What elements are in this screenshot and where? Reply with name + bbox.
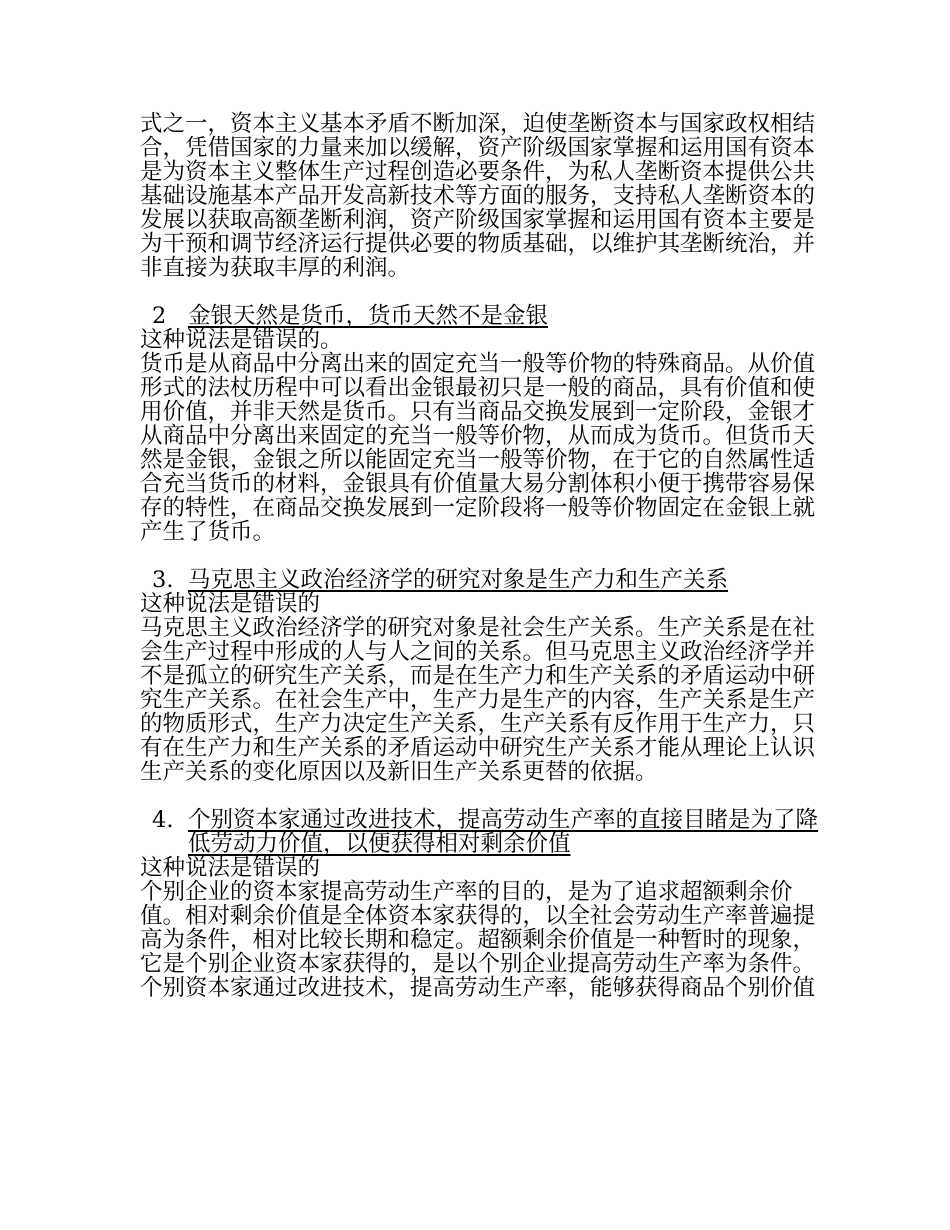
verdict: 这种说法是错误的 (140, 855, 321, 881)
text-line: 从商品中分离出来固定的充当一般等价物，从而成为货币。但货币天 (140, 423, 816, 449)
text-line: 究生产关系。在社会生产中，生产力是生产的内容，生产关系是生产 (140, 687, 816, 713)
text-line: 合充当货币的材料，金银具有价值量大易分割体积小便于携带容易保 (140, 471, 816, 497)
text-line: 形式的法杖历程中可以看出金银最初只是一般的商品，具有价值和使 (140, 375, 816, 401)
text-line: 的物质形式，生产力决定生产关系，生产关系有反作用于生产力，只 (140, 711, 816, 737)
section-2 (140, 304, 860, 544)
text-line: 有在生产力和生产关系的矛盾运动中研究生产关系才能从理论上认识 (140, 735, 816, 761)
text-line: 合，凭借国家的力量来加以缓解，资产阶级国家掌握和运用国有资本 (140, 135, 816, 161)
text-line: 个别资本家通过改进技术，提高劳动生产率，能够获得商品个别价值 (140, 975, 816, 1001)
text-line: 不是孤立的研究生产关系，而是在生产力和生产关系的矛盾运动中研 (140, 663, 816, 689)
document-page (140, 112, 860, 1000)
text-line: 产生了货币。 (140, 519, 276, 545)
section-heading (140, 808, 860, 832)
intro-paragraph (140, 112, 860, 280)
text-line: 基础设施基本产品开发高新技术等方面的服务，支持私人垄断资本的 (140, 183, 816, 209)
text-line: 它是个别企业资本家获得的，是以个别企业提高劳动生产率为条件。 (140, 951, 816, 977)
text-line: 马克思主义政治经济学的研究对象是社会生产关系。生产关系是在社 (140, 615, 816, 641)
verdict: 这种说法是错误的。 (140, 327, 343, 353)
text-line: 是为资本主义整体生产过程创造必要条件，为私人垄断资本提供公共 (140, 159, 816, 185)
text-line: 会生产过程中形成的人与人之间的关系。但马克思主义政治经济学并 (140, 639, 816, 665)
text-line: 然是金银，金银之所以能固定充当一般等价物，在于它的自然属性适 (140, 447, 816, 473)
text-line: 值。相对剩余价值是全体资本家获得的，以全社会劳动生产率普遍提 (140, 903, 816, 929)
text-line: 非直接为获取丰厚的利润。 (140, 255, 411, 281)
section-title: 个别资本家通过改进技术，提高劳动生产率的直接目睹是为了降 (188, 807, 819, 833)
text-line: 发展以获取高额垄断利润，资产阶级国家掌握和运用国有资本主要是 (140, 207, 816, 233)
section-number: 4. (152, 807, 174, 833)
section-title: 金银天然是货币，货币天然不是金银 (188, 303, 549, 329)
text-line: 个别企业的资本家提高劳动生产率的目的，是为了追求超额剩余价 (140, 879, 793, 905)
text-line: 生产关系的变化原因以及新旧生产关系更替的依据。 (140, 759, 658, 785)
section-number: 3. (152, 567, 174, 593)
text-line: 式之一，资本主义基本矛盾不断加深，迫使垄断资本与国家政权相结 (140, 111, 816, 137)
text-line: 为干预和调节经济运行提供必要的物质基础，以维护其垄断统治，并 (140, 231, 816, 257)
section-title: 马克思主义政治经济学的研究对象是生产力和生产关系 (188, 567, 729, 593)
section-heading (140, 568, 860, 592)
section-4 (140, 808, 860, 1000)
section-title: 低劳动力价值，以便获得相对剩余价值 (188, 831, 571, 857)
text-line: 高为条件，相对比较长期和稳定。超额剩余价值是一种暂时的现象， (140, 927, 816, 953)
section-number: 2 (152, 303, 167, 329)
text-line: 货币是从商品中分离出来的固定充当一般等价物的特殊商品。从价值 (140, 351, 816, 377)
verdict: 这种说法是错误的 (140, 591, 321, 617)
section-heading-continued (140, 832, 860, 856)
text-line: 存的特性，在商品交换发展到一定阶段将一般等价物固定在金银上就 (140, 495, 816, 521)
section-3 (140, 568, 860, 784)
text-line: 用价值，并非天然是货币。只有当商品交换发展到一定阶段，金银才 (140, 399, 816, 425)
section-heading (140, 304, 860, 328)
